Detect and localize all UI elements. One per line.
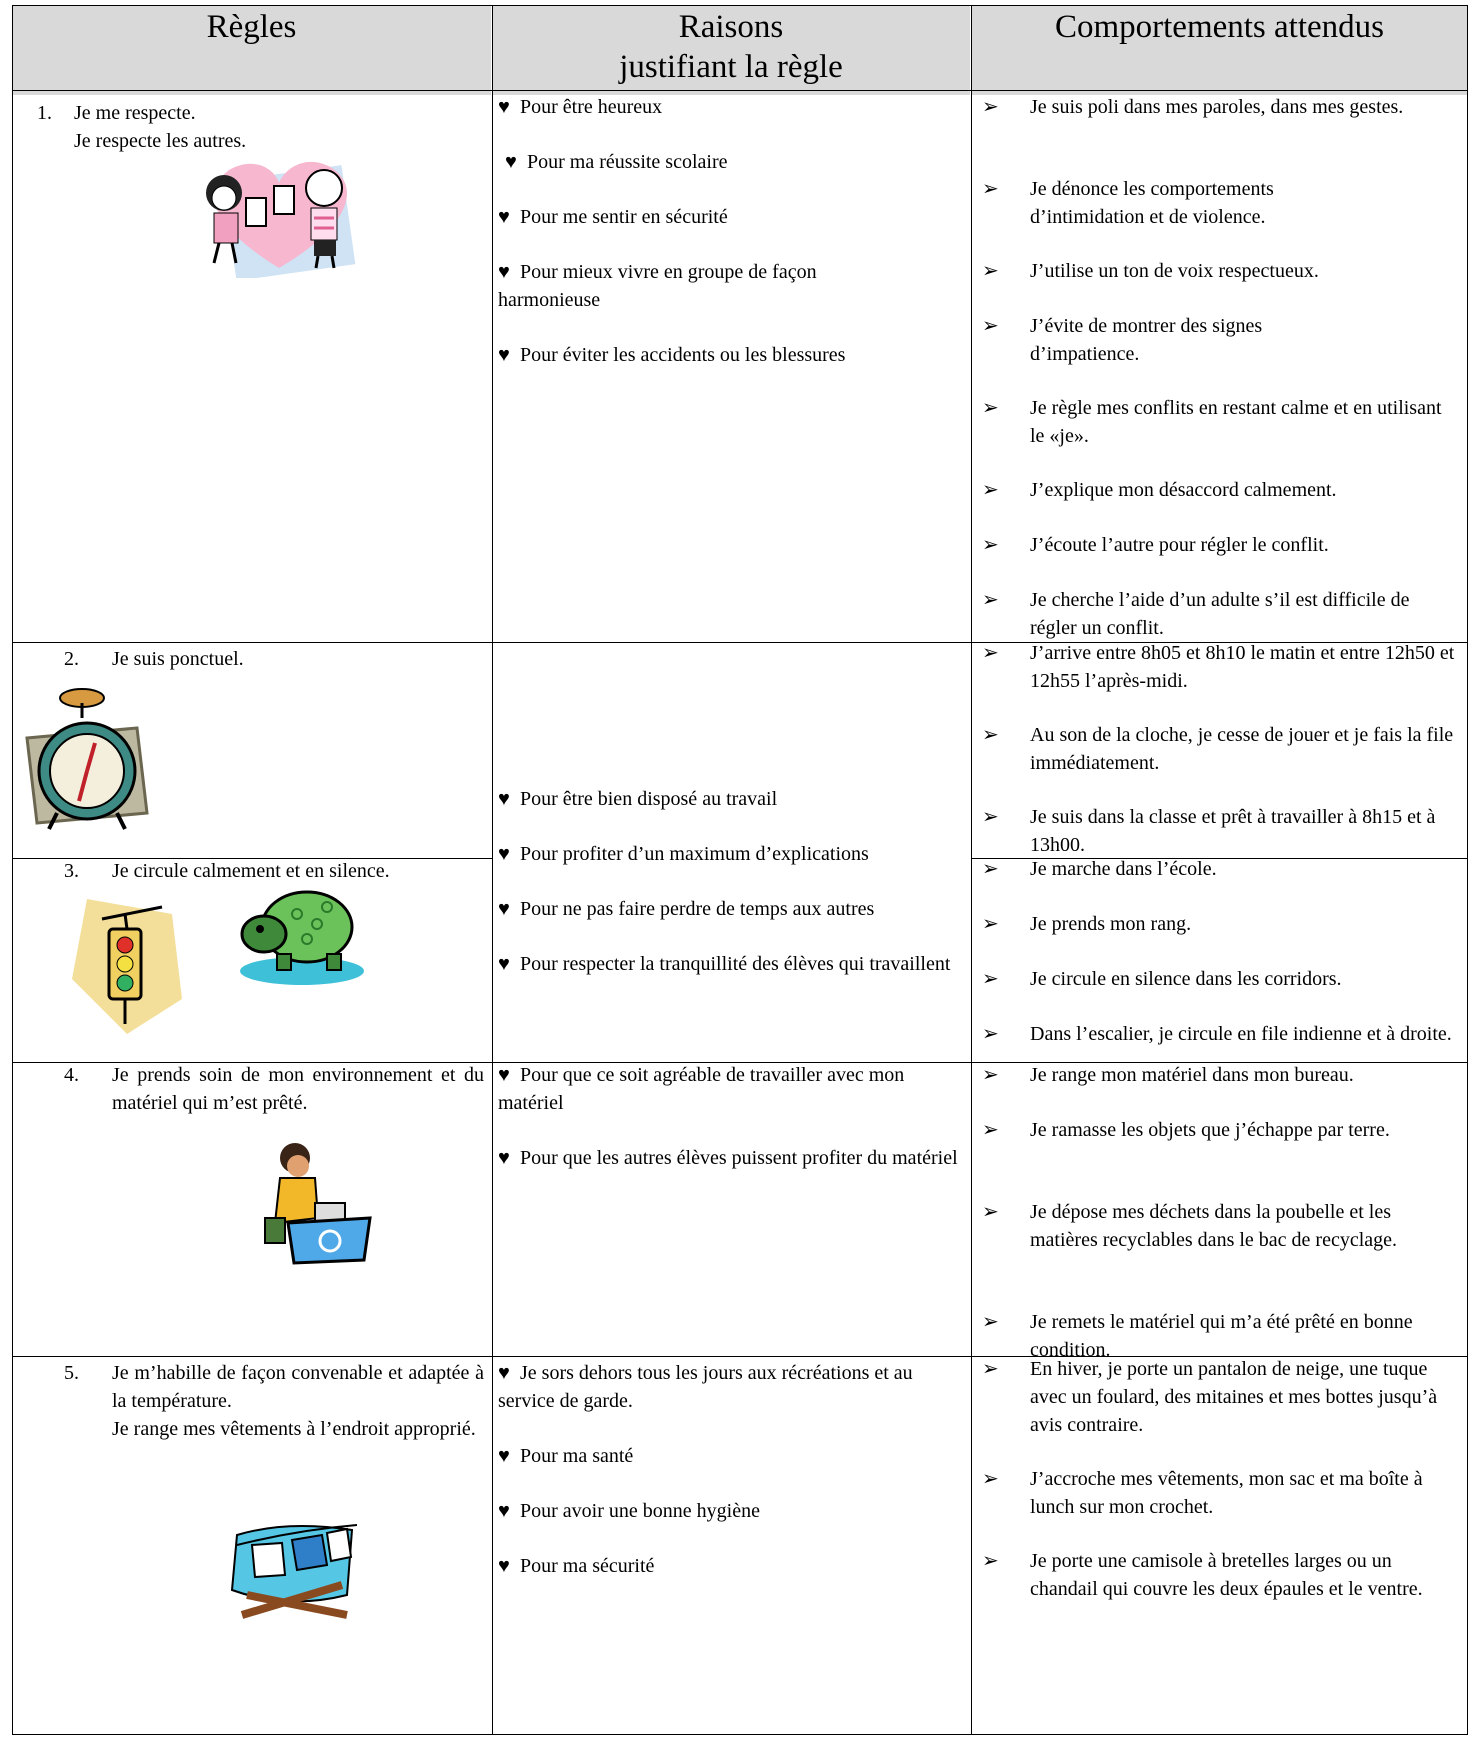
reason-item: ♥ Pour profiter d’un maximum d’explications	[498, 843, 869, 865]
recycling-child-icon	[260, 1138, 380, 1268]
reason-item: ♥ Pour être heureux	[498, 96, 663, 118]
behaviors-3-cell	[972, 859, 1467, 1062]
header-reasons-cell	[492, 5, 970, 95]
rule-4-cell	[12, 1063, 492, 1356]
rule-number: 2.	[64, 648, 79, 670]
reason-item: ♥ Pour avoir une bonne hygiène	[498, 1500, 760, 1522]
rule-number: 4.	[64, 1064, 79, 1086]
behavior-item: ➢ En hiver, je porte un pantalon de neige, une tuque avec un foulard, des mitaines et mes bottes jusqu’à avis contraire.	[982, 1358, 1438, 1436]
rules-table	[12, 5, 1468, 1735]
header-behaviors: Comportements attendus	[1054, 9, 1385, 45]
reasons-1-cell	[493, 91, 971, 642]
reasons-5-cell	[493, 1357, 971, 1734]
rule-text: Je prends soin de mon environnement et du matériel qui m’est prêté.	[112, 1064, 484, 1114]
reason-item: ♥ Pour ma santé	[498, 1445, 634, 1467]
rule-number: 1.	[37, 102, 52, 124]
reason-item: ♥ Pour éviter les accidents ou les blessures	[498, 344, 846, 366]
behavior-item: ➢ J’explique mon désaccord calmement.	[982, 479, 1337, 501]
behavior-item: ➢ Je cherche l’aide d’un adulte s’il est difficile de régler un conflit.	[982, 589, 1410, 639]
behavior-item: ➢ Je porte une camisole à bretelles larges ou un chandail qui couvre les deux épaules et le ventre.	[982, 1550, 1423, 1600]
rule-text: Je me respecte. Je respecte les autres.	[74, 102, 247, 152]
behavior-item: ➢ Je remets le matériel qui m’a été prêté en bonne condition.	[982, 1311, 1413, 1361]
rule-number: 3.	[64, 860, 79, 882]
traffic-light-icon	[67, 889, 187, 1039]
behavior-item: ➢ Je dénonce les comportements d’intimidation et de violence.	[982, 178, 1274, 228]
behavior-item: ➢ Je dépose mes déchets dans la poubelle et les matières recyclables dans le bac de recyclage.	[982, 1201, 1398, 1251]
border-bottom	[12, 1734, 1468, 1735]
behavior-item: ➢ Je ramasse les objets que j’échappe par terre.	[982, 1119, 1390, 1141]
behaviors-5-cell	[972, 1357, 1467, 1734]
header-behaviors-cell	[971, 5, 1468, 95]
header-rules: Règles	[206, 9, 297, 45]
reasons-2-3-cell	[493, 643, 971, 1062]
behavior-item: ➢ Je suis poli dans mes paroles, dans mes gestes.	[982, 96, 1404, 118]
header-rules-cell	[12, 5, 491, 95]
rule-3-cell	[12, 859, 492, 1062]
reason-item: ♥ Pour être bien disposé au travail	[498, 788, 778, 810]
behavior-item: ➢ J’accroche mes vêtements, mon sac et ma boîte à lunch sur mon crochet.	[982, 1468, 1423, 1518]
reasons-4-cell	[493, 1063, 971, 1356]
behavior-item: ➢ Je marche dans l’école.	[982, 858, 1217, 880]
reason-item: ♥ Pour ne pas faire perdre de temps aux autres	[498, 898, 875, 920]
reason-item: ♥ Pour ma réussite scolaire	[505, 151, 728, 173]
reason-item: ♥ Pour ma sécurité	[498, 1555, 655, 1577]
turtle-icon	[232, 879, 372, 989]
behavior-item: ➢ Je circule en silence dans les corridors.	[982, 968, 1342, 990]
behavior-item: ➢ Dans l’escalier, je circule en file indienne et à droite.	[982, 1023, 1452, 1045]
behaviors-2-cell	[972, 643, 1467, 858]
alarm-clock-icon	[17, 683, 157, 833]
rule-2-cell	[12, 643, 492, 858]
rule-1-cell	[12, 91, 492, 642]
clothesline-icon	[227, 1515, 362, 1625]
behavior-item: ➢ Je range mon matériel dans mon bureau.	[982, 1064, 1354, 1086]
behavior-item: ➢ J’évite de montrer des signes d’impatience.	[982, 315, 1263, 365]
rule-text: Je m’habille de façon convenable et adaptée à la température. Je range mes vêtements à l’endroit approprié.	[112, 1362, 484, 1440]
reason-item: ♥ Pour respecter la tranquillité des élèves qui travaillent	[498, 953, 951, 975]
rule-text: Je suis ponctuel.	[112, 648, 244, 670]
reason-item: ♥ Pour que les autres élèves puissent profiter du matériel	[498, 1147, 958, 1169]
rule-number: 5.	[64, 1362, 79, 1384]
behavior-item: ➢ J’utilise un ton de voix respectueux.	[982, 260, 1319, 282]
behavior-item: ➢ J’arrive entre 8h05 et 8h10 le matin et entre 12h50 et 12h55 l’après-midi.	[982, 642, 1455, 692]
border-right	[1467, 5, 1468, 1735]
kids-heart-icon	[174, 158, 384, 278]
behavior-item: ➢ Je prends mon rang.	[982, 913, 1192, 935]
reason-item: ♥ Pour me sentir en sécurité	[498, 206, 728, 228]
rule-5-cell	[12, 1357, 492, 1734]
border-top	[12, 5, 1468, 6]
behavior-item: ➢ Je suis dans la classe et prêt à travailler à 8h15 et à 13h00.	[982, 806, 1436, 856]
behavior-item: ➢ Au son de la cloche, je cesse de jouer et je fais la file immédiatement.	[982, 724, 1454, 774]
header-reasons: Raisons justifiant la règle	[619, 9, 843, 85]
reason-item: ♥ Pour que ce soit agréable de travailler avec mon matériel	[498, 1064, 905, 1114]
rule-text: Je circule calmement et en silence.	[112, 860, 390, 882]
behavior-item: ➢ Je règle mes conflits en restant calme et en utilisant le «je».	[982, 397, 1442, 447]
behaviors-1-cell	[972, 91, 1467, 642]
behaviors-4-cell	[972, 1063, 1467, 1361]
reason-item: ♥ Je sors dehors tous les jours aux récréations et au service de garde.	[498, 1362, 913, 1412]
behavior-item: ➢ J’écoute l’autre pour régler le conflit.	[982, 534, 1329, 556]
reason-item: ♥ Pour mieux vivre en groupe de façon harmonieuse	[498, 261, 817, 311]
